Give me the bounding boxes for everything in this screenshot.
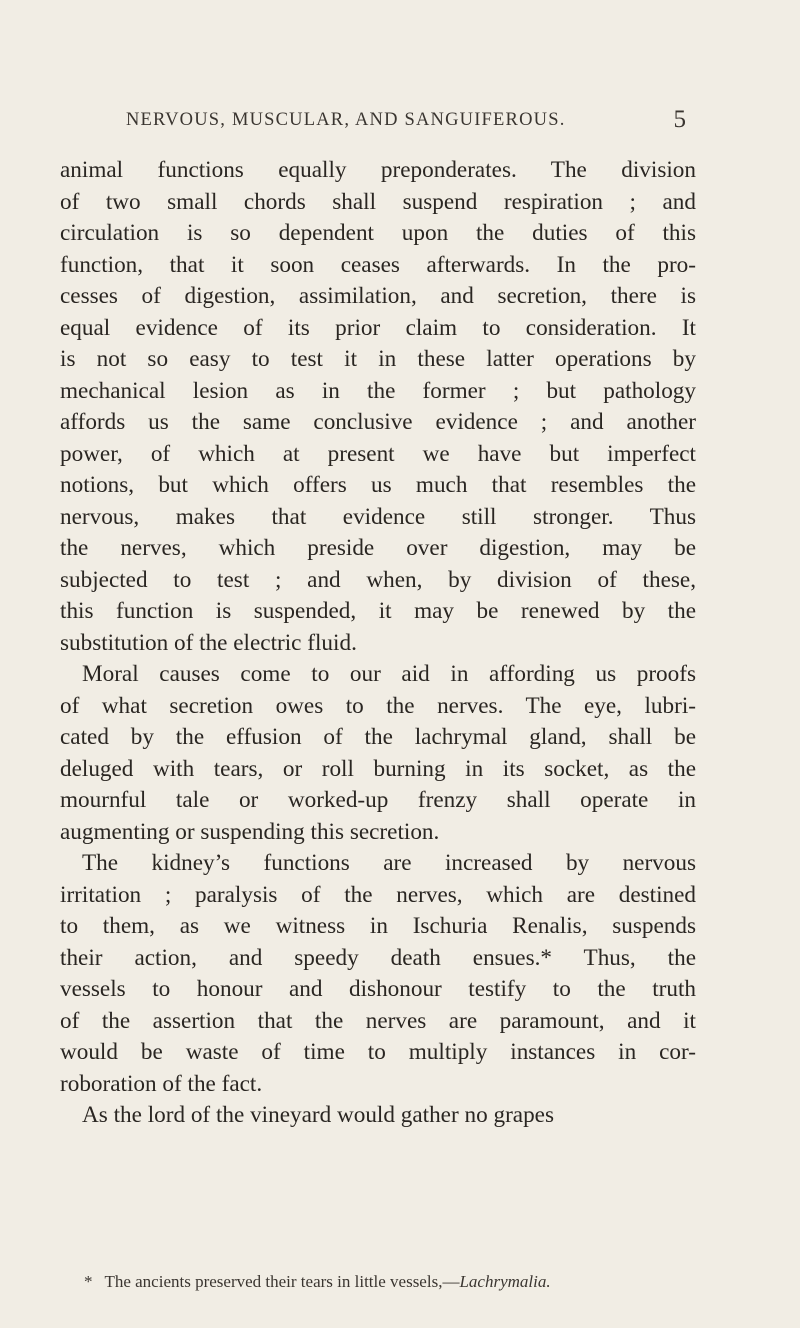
text-line: vessels to honour and dishonour testify to the truth [60,976,696,1002]
text-line: of the assertion that the nerves are paramount, and it [60,1007,696,1034]
text-line: augmenting or suspending this secretion. [60,818,440,845]
text-line: mournful tale or worked-up frenzy shall operate in [60,787,696,813]
footnote-italic-term: Lachrymalia. [459,1272,551,1291]
running-header [126,106,686,140]
text-line: of two small chords shall suspend respiration ; and [60,188,696,215]
text-line: Moral causes come to our aid in affording us proofs [82,661,696,687]
text-line: of what secretion owes to the nerves. The eye, lubri- [60,692,696,719]
text-line: roboration of the fact. [60,1070,263,1097]
text-line: this function is suspended, it may be renewed by the [60,598,696,624]
body-text [60,155,696,1132]
text-line: substitution of the electric fluid. [60,629,357,656]
text-line: equal evidence of its prior claim to consideration. It [60,314,696,341]
text-line: their action, and speedy death ensues.* Thus, the [60,944,696,971]
text-line: the nerves, which preside over digestion, may be [60,535,696,561]
text-line: is not so easy to test it in these latter operations by [60,346,696,372]
text-line: nervous, makes that evidence still stronger. Thus [60,503,696,530]
text-line: mechanical lesion as in the former ; but pathology [60,377,696,404]
text-line: to them, as we witness in Ischuria Renalis, suspends [60,913,696,939]
text-line: animal functions equally preponderates. The division [60,157,696,183]
text-line: deluged with tears, or roll burning in its socket, as the [60,755,696,782]
text-line: circulation is so dependent upon the duties of this [60,220,696,246]
footnote-marker: * [84,1272,93,1291]
text-line: power, of which at present we have but imperfect [60,440,696,467]
text-line: function, that it soon ceases afterwards. In the pro- [60,251,696,278]
footnote [84,1270,696,1294]
text-line: subjected to test ; and when, by division of these, [60,566,696,593]
text-line: affords us the same conclusive evidence ; and another [60,409,696,435]
text-line: notions, but which offers us much that resembles the [60,472,696,498]
running-title: NERVOUS, MUSCULAR, AND SANGUIFEROUS. [126,110,566,130]
text-line: cated by the effusion of the lachrymal gland, shall be [60,724,696,750]
text-line: irritation ; paralysis of the nerves, which are destined [60,881,696,908]
text-line: would be waste of time to multiply instances in cor- [60,1039,696,1065]
page-number: 5 [673,106,686,133]
text-line: The kidney’s functions are increased by nervous [82,850,696,876]
text-line: As the lord of the vineyard would gather no grapes [82,1102,554,1128]
text-line: cesses of digestion, assimilation, and secretion, there is [60,283,696,309]
footnote-text: The ancients preserved their tears in little vessels,— [104,1272,460,1291]
